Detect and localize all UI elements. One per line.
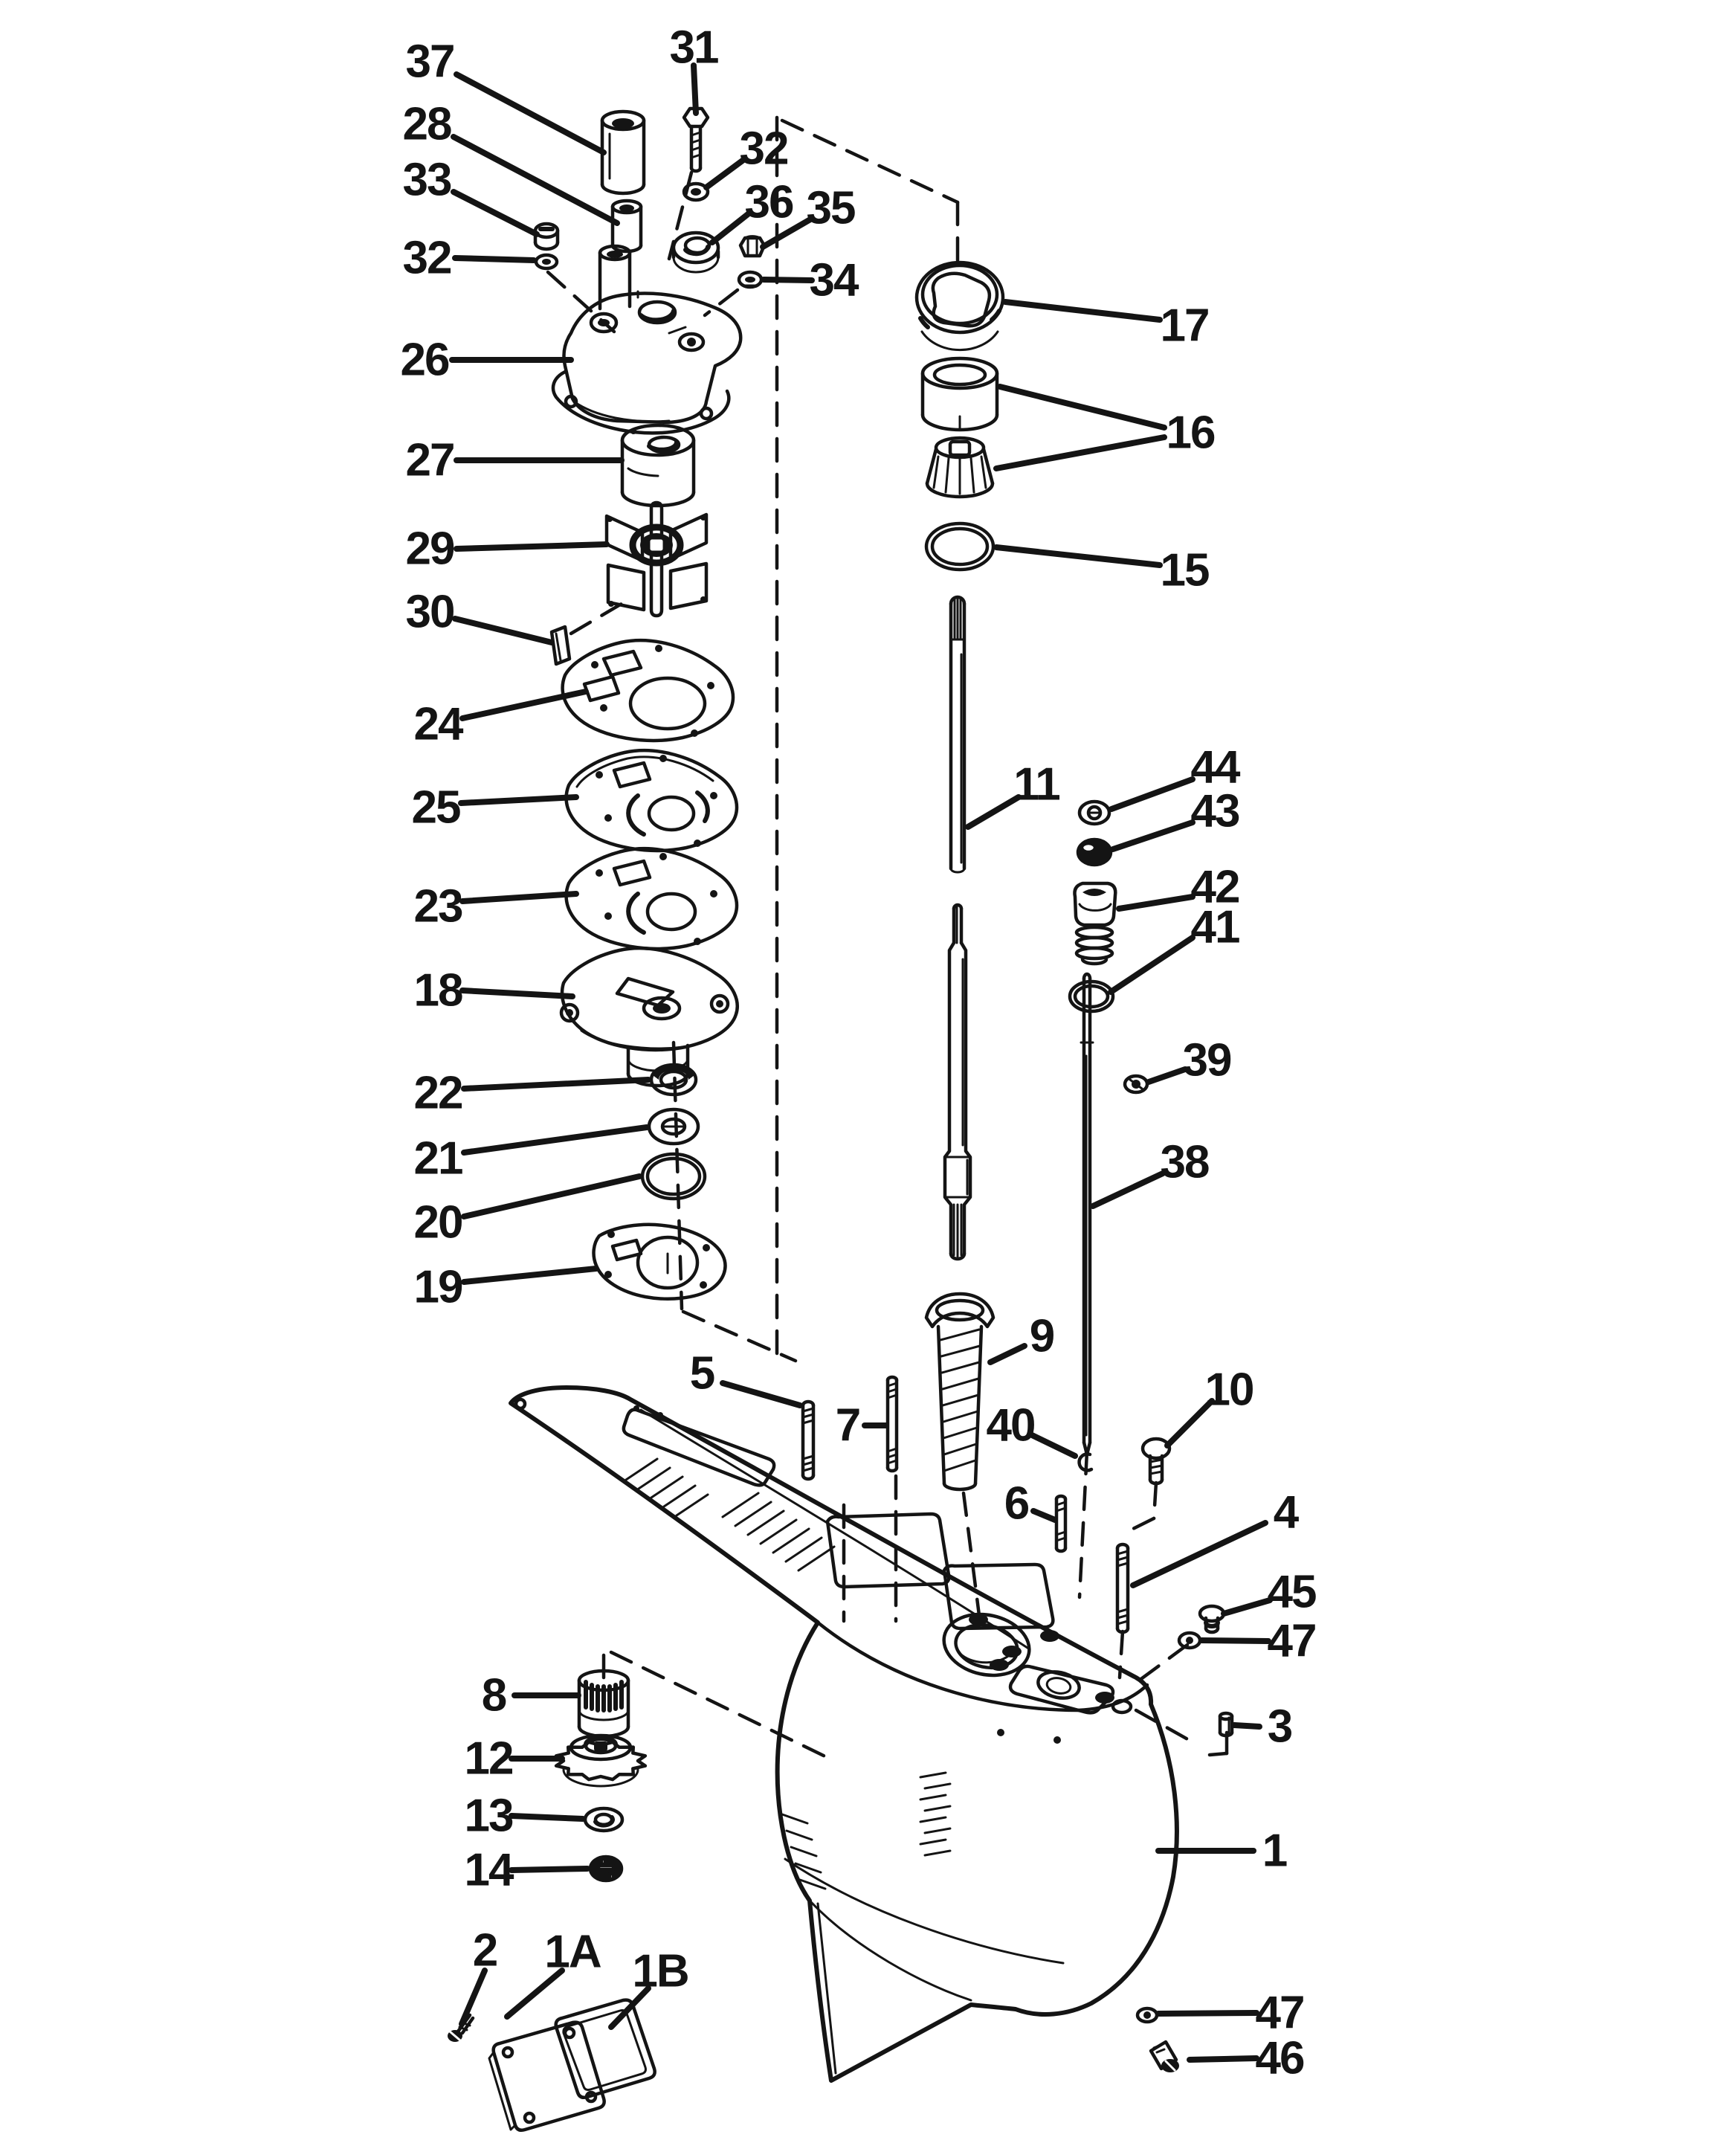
- callout-label-1: 1: [1262, 1825, 1287, 1877]
- callout-leader-41: [1111, 938, 1193, 992]
- callout-label-25: 25: [411, 782, 460, 834]
- callout-leader-20: [464, 1176, 639, 1217]
- callout-label-9: 9: [1029, 1310, 1054, 1362]
- callout-leader-16: [996, 437, 1164, 468]
- part-34-nut: [739, 272, 761, 287]
- callout-label-4: 4: [1273, 1486, 1298, 1538]
- part-15-shim-ring: [926, 523, 993, 570]
- callout-label-17: 17: [1160, 300, 1209, 352]
- part-1-gear-housing: [511, 1388, 1177, 2081]
- callout-label-16: 16: [1166, 407, 1215, 459]
- part-12-pinion-gear: [556, 1736, 645, 1786]
- part-19-gasket: [594, 1225, 726, 1299]
- callout-label-5: 5: [689, 1347, 714, 1399]
- callout-label-18: 18: [413, 964, 462, 1016]
- part-7-stud: [888, 1377, 897, 1471]
- part-1A-bearing-carrier-cover: [489, 2023, 604, 2130]
- callout-label-42: 42: [1190, 861, 1239, 913]
- callout-leader-44: [1111, 779, 1193, 809]
- callout-leader-5: [723, 1383, 800, 1405]
- callout-label-11: 11: [1013, 758, 1059, 811]
- callout-leader-32b: [706, 160, 743, 187]
- part-4-stud: [1117, 1544, 1128, 1632]
- part-47-washer-upper: [1179, 1633, 1200, 1648]
- callout-leader-4: [1133, 1523, 1265, 1585]
- part-2-screw: [448, 2015, 473, 2042]
- callout-leader-33: [454, 192, 537, 234]
- callout-label-10: 10: [1204, 1364, 1253, 1416]
- callout-leader-32a: [455, 258, 534, 260]
- callout-leader-11: [968, 797, 1019, 827]
- callout-label-30: 30: [405, 586, 454, 638]
- callout-leader-21: [464, 1127, 647, 1153]
- part-44-washer: [1080, 802, 1109, 824]
- callout-label-6: 6: [1004, 1478, 1029, 1530]
- part-14-pinion-nut: [590, 1857, 622, 1881]
- callout-label-7: 7: [835, 1399, 860, 1451]
- callout-leader-14: [512, 1869, 587, 1870]
- part-30-impeller-key: [552, 627, 569, 664]
- part-8-needle-bearing: [579, 1671, 628, 1736]
- callout-leader-37: [456, 74, 604, 152]
- callout-label-28: 28: [402, 98, 451, 150]
- callout-label-19: 19: [413, 1261, 462, 1313]
- part-23-gasket: [567, 848, 737, 949]
- callout-leader-9: [990, 1346, 1025, 1362]
- part-17-bearing-retainer: [917, 262, 1003, 350]
- part-27-impeller-cup: [622, 425, 694, 506]
- callout-leader-17: [1005, 302, 1160, 320]
- part-45-plug: [1200, 1606, 1224, 1632]
- callout-leader-18: [462, 990, 572, 996]
- callout-label-1A: 1A: [544, 1926, 601, 1978]
- callout-label-33: 33: [402, 154, 451, 206]
- callout-label-34: 34: [809, 254, 858, 306]
- callout-label-1B: 1B: [632, 1945, 688, 1997]
- callout-label-20: 20: [413, 1196, 462, 1248]
- callout-label-12: 12: [464, 1733, 513, 1785]
- callout-label-22: 22: [413, 1067, 462, 1119]
- part-1B-cover-seal: [556, 2000, 655, 2098]
- callout-label-14: 14: [464, 1844, 513, 1896]
- callout-leader-15: [996, 547, 1160, 565]
- callout-leader-38: [1093, 1173, 1163, 1206]
- callout-leader-40: [1030, 1434, 1075, 1456]
- callout-label-31: 31: [669, 22, 718, 74]
- callout-leader-6: [1033, 1511, 1055, 1520]
- callout-leader-46: [1190, 2058, 1256, 2060]
- callout-leader-36: [712, 214, 748, 242]
- callout-leader-13: [512, 1816, 583, 1819]
- part-26-water-pump-cover: [553, 246, 740, 433]
- callout-leader-30: [455, 619, 552, 642]
- callout-label-32a: 32: [402, 232, 451, 284]
- callout-label-41: 41: [1190, 901, 1239, 953]
- callout-leader-39: [1149, 1069, 1185, 1082]
- part-18-pump-base: [561, 948, 738, 1086]
- part-9-water-tube: [926, 1294, 993, 1489]
- callout-leader-45: [1224, 1600, 1270, 1614]
- callout-leader-16: [1000, 387, 1164, 428]
- callout-leader-23: [462, 894, 576, 901]
- part-25-face-plate: [567, 750, 737, 851]
- part-46-vent-plug: [1151, 2042, 1179, 2072]
- callout-label-2: 2: [472, 1924, 497, 1976]
- callout-label-23: 23: [413, 880, 462, 932]
- callout-label-47b: 47: [1255, 1987, 1304, 2039]
- part-11-driveshaft: [945, 597, 970, 1259]
- callout-label-27: 27: [405, 434, 454, 486]
- callout-leader-47a: [1201, 1640, 1268, 1641]
- callout-label-29: 29: [405, 523, 454, 575]
- part-39-screw: [1125, 1076, 1147, 1092]
- callout-label-13: 13: [464, 1790, 513, 1842]
- part-31-bolt: [684, 109, 708, 171]
- callout-label-3: 3: [1267, 1701, 1292, 1753]
- callout-label-46: 46: [1255, 2032, 1304, 2084]
- callout-label-8: 8: [481, 1669, 506, 1721]
- callout-label-36: 36: [744, 176, 793, 228]
- part-21-washer: [649, 1109, 698, 1144]
- part-32-washer-left: [536, 255, 557, 268]
- callout-leader-22: [464, 1080, 648, 1089]
- callout-label-47a: 47: [1267, 1615, 1316, 1667]
- part-6-stud: [1056, 1496, 1065, 1551]
- callout-label-21: 21: [413, 1132, 462, 1185]
- callout-leader-43: [1113, 822, 1193, 849]
- part-43-seal: [1078, 840, 1111, 865]
- part-28-bushing: [613, 201, 641, 251]
- callout-leader-2: [462, 1971, 485, 2024]
- part-38-shift-shaft: [1081, 974, 1093, 1454]
- callout-leader-25: [461, 797, 576, 803]
- assembly-guide-lines: [548, 117, 1227, 1759]
- callout-label-38: 38: [1160, 1136, 1209, 1188]
- part-16-bearing-cup: [923, 358, 997, 430]
- callout-label-32b: 32: [739, 123, 788, 175]
- callout-label-45: 45: [1267, 1566, 1316, 1618]
- callout-layer: [401, 22, 1316, 2084]
- part-29-impeller: [607, 503, 706, 616]
- callout-label-44: 44: [1190, 741, 1239, 793]
- callout-label-43: 43: [1190, 785, 1239, 837]
- part-16-bearing-cone: [927, 438, 993, 497]
- callout-label-24: 24: [413, 698, 462, 750]
- part-37-bushing: [602, 112, 644, 193]
- callout-label-37: 37: [405, 36, 454, 88]
- callout-label-15: 15: [1160, 544, 1209, 596]
- callout-leader-29: [456, 544, 607, 549]
- callout-leader-47b: [1158, 2013, 1256, 2014]
- part-5-stud: [803, 1402, 813, 1479]
- callout-label-40: 40: [986, 1399, 1035, 1451]
- callout-leader-19: [464, 1269, 596, 1282]
- callout-label-39: 39: [1182, 1034, 1231, 1086]
- callout-label-35: 35: [806, 182, 855, 234]
- part-42-shift-shaft-bushing: [1074, 883, 1115, 964]
- part-36-collar: [674, 233, 718, 272]
- callout-leader-42: [1119, 897, 1193, 909]
- part-20-o-ring: [642, 1154, 705, 1199]
- callout-leader-3: [1234, 1725, 1259, 1727]
- callout-label-26: 26: [400, 334, 449, 386]
- part-47-washer-lower: [1138, 2008, 1157, 2022]
- part-13-washer: [585, 1808, 622, 1831]
